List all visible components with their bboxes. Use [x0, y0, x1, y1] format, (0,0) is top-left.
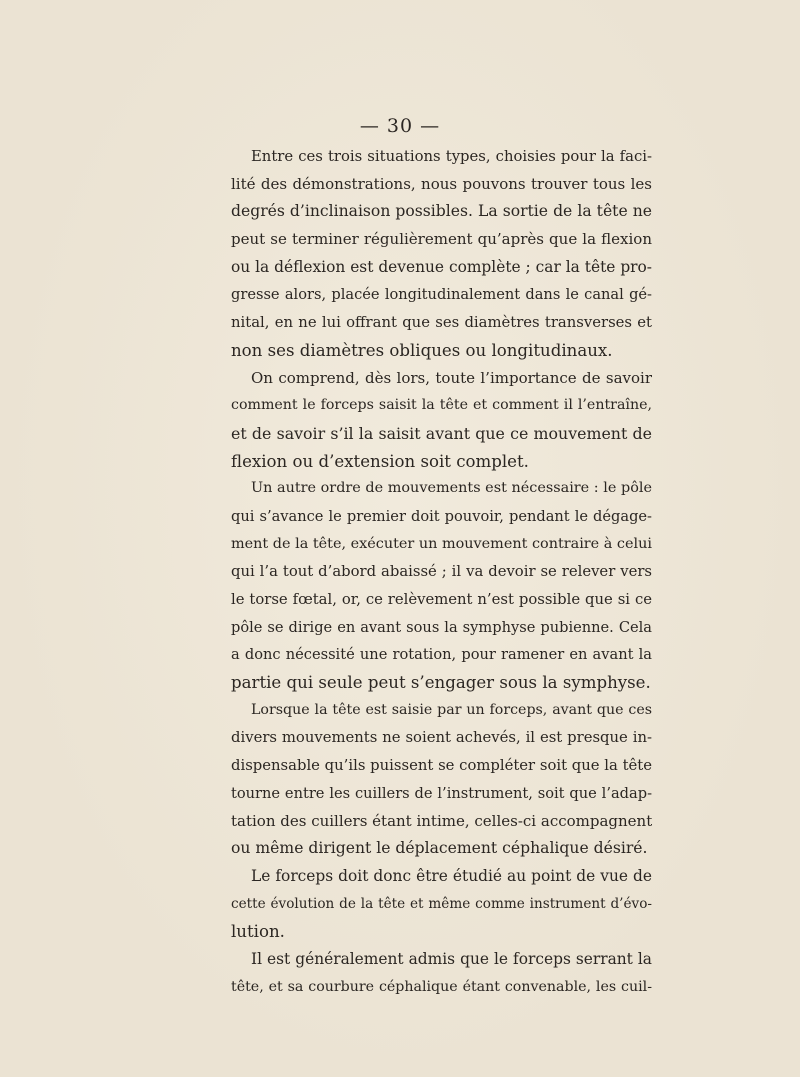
- text-line: peut se terminer régulièrement qu’après que la flexion: [231, 230, 652, 249]
- text-line: ou même dirigent le déplacement céphalique désiré.: [231, 839, 648, 858]
- text-line: lité des démonstrations, nous pouvons trouver tous les: [231, 174, 652, 193]
- text-line: Il est généralement admis que le forceps serrant la: [251, 949, 652, 968]
- text-line: tation des cuillers étant intime, celles-ci accompagnent: [231, 811, 652, 830]
- text-line: cette évolution de la tête et même comme instrument d’évo-: [231, 895, 652, 912]
- text-line: partie qui seule peut s’engager sous la symphyse.: [231, 673, 651, 693]
- text-line: flexion ou d’extension soit complet.: [231, 451, 529, 471]
- text-line: Le forceps doit donc être étudié au point de vue de: [251, 866, 652, 885]
- text-line: Lorsque la tête est saisie par un forceps, avant que ces: [251, 701, 652, 718]
- text-line: ou la déflexion est devenue complète ; car la tête pro-: [231, 257, 652, 276]
- text-line: non ses diamètres obliques ou longitudinaux.: [231, 340, 613, 360]
- text-line: gresse alors, placée longitudinalement dans le canal gé-: [231, 286, 652, 304]
- text-line: qui l’a tout d’abord abaissé ; il va devoir se relever vers: [231, 563, 652, 581]
- page-number: — 30 —: [359, 115, 441, 137]
- text-line: nital, en ne lui offrant que ses diamètres transverses et: [231, 314, 652, 332]
- text-line: dispensable qu’ils puissent se compléter soit que la tête: [231, 757, 652, 775]
- text-line: divers mouvements ne soient achevés, il est presque in-: [231, 729, 652, 747]
- text-line: lution.: [231, 922, 285, 942]
- text-line: pôle se dirige en avant sous la symphyse pubienne. Cela: [231, 618, 652, 636]
- text-line: le torse fœtal, or, ce relèvement n’est possible que si ce: [231, 591, 652, 608]
- text-line: tourne entre les cuillers de l’instrument, soit que l’adap-: [231, 784, 652, 802]
- text-line: et de savoir s’il la saisit avant que ce mouvement de: [231, 423, 652, 443]
- body-text: [231, 143, 652, 1001]
- text-line: degrés d’inclinaison possibles. La sortie de la tête ne: [231, 202, 652, 221]
- text-line: tête, et sa courbure céphalique étant convenable, les cuil-: [231, 978, 652, 995]
- text-line: comment le forceps saisit la tête et comment il l’entraîne,: [231, 397, 652, 414]
- text-line: Un autre ordre de mouvements est nécessaire : le pôle: [251, 480, 652, 497]
- text-line: a donc nécessité une rotation, pour ramener en avant la: [231, 646, 652, 664]
- text-line: ment de la tête, exécuter un mouvement contraire à celui: [231, 535, 652, 552]
- text-line: qui s’avance le premier doit pouvoir, pendant le dégage-: [231, 507, 652, 525]
- text-line: Entre ces trois situations types, choisies pour la faci-: [251, 148, 652, 165]
- text-line: On comprend, dès lors, toute l’importance de savoir: [251, 368, 652, 387]
